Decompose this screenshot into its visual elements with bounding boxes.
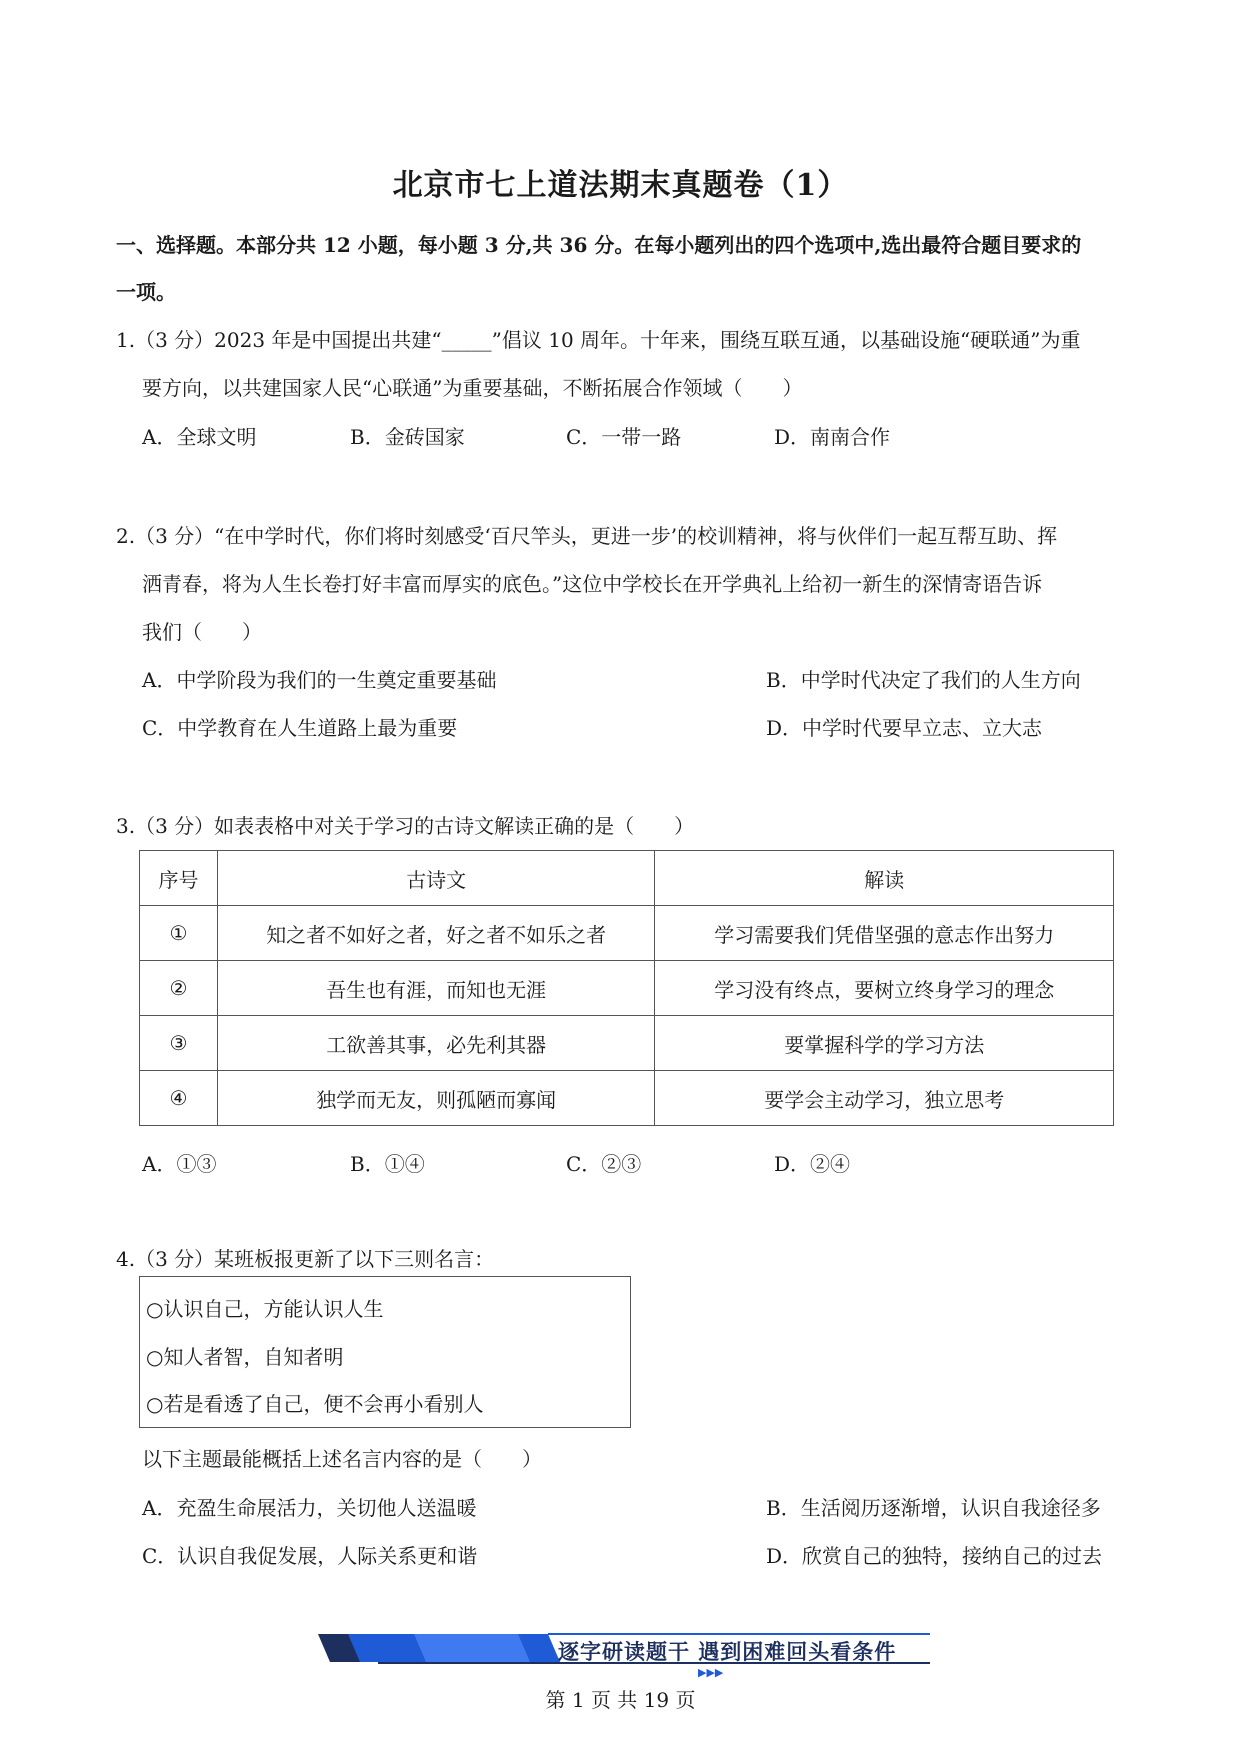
- q4-option-a[interactable]: A．充盈生命展活力，关切他人送温暖: [142, 1496, 477, 1520]
- q2-option-a[interactable]: A．中学阶段为我们的一生奠定重要基础: [142, 668, 497, 692]
- table-cell-number: ②: [140, 961, 218, 1016]
- footer-slogan: 逐字研读题干 遇到困难回头看条件: [558, 1640, 897, 1664]
- q2-stem-line1: 2.（3 分）“在中学时代，你们将时刻感受‘百尺竿头，更进一步’的校训精神，将与伙伴们一起互帮互助、挥: [116, 524, 1058, 548]
- q4-quote-2: ○知人者智，自知者明: [146, 1345, 344, 1369]
- q2-option-b[interactable]: B．中学时代决定了我们的人生方向: [766, 668, 1081, 692]
- table-row: [140, 961, 1114, 1016]
- table-cell-poem: 独学而无友，则孤陋而寡闻: [217, 1071, 655, 1126]
- q1-option-c[interactable]: C．一带一路: [566, 425, 682, 449]
- q2-option-c[interactable]: C．中学教育在人生道路上最为重要: [142, 716, 458, 740]
- q3-option-d[interactable]: D．②④: [774, 1152, 851, 1176]
- table-row: [140, 1071, 1114, 1126]
- table-cell-number: ①: [140, 906, 218, 961]
- q2-stem-line2: 洒青春，将为人生长卷打好丰富而厚实的底色。”这位中学校长在开学典礼上给初一新生的深情寄语告诉: [142, 572, 1043, 596]
- q1-stem-line1: 1.（3 分）2023 年是中国提出共建“_____”倡议 10 周年。十年来，围绕互联互通，以基础设施“硬联通”为重: [116, 328, 1081, 352]
- q4-option-c[interactable]: C．认识自我促发展，人际关系更和谐: [142, 1544, 478, 1568]
- q4-quote-1: ○认识自己，方能认识人生: [146, 1297, 384, 1321]
- table-cell-interpretation: 学习没有终点，要树立终身学习的理念: [655, 961, 1114, 1016]
- q4-quote-box: [139, 1276, 631, 1428]
- table-cell-poem: 工欲善其事，必先利其器: [217, 1016, 655, 1071]
- q2-stem-line3: 我们（ ）: [142, 620, 262, 644]
- q4-option-b[interactable]: B．生活阅历逐渐增，认识自我途径多: [766, 1496, 1101, 1520]
- table-cell-poem: 吾生也有涯，而知也无涯: [217, 961, 655, 1016]
- banner-stripe-light: [414, 1634, 530, 1662]
- table-cell-interpretation: 要掌握科学的学习方法: [655, 1016, 1114, 1071]
- table-row: [140, 906, 1114, 961]
- table-header-cell: 序号: [140, 851, 218, 906]
- q3-table: [139, 850, 1114, 1126]
- q4-option-d[interactable]: D．欣赏自己的独特，接纳自己的过去: [766, 1544, 1103, 1568]
- table-cell-interpretation: 要学会主动学习，独立思考: [655, 1071, 1114, 1126]
- q2-option-d[interactable]: D．中学时代要早立志、立大志: [766, 716, 1043, 740]
- q1-stem-line2: 要方向，以共建国家人民“心联通”为重要基础，不断拓展合作领域（ ）: [142, 376, 803, 400]
- q1-option-a[interactable]: A．全球文明: [142, 425, 257, 449]
- banner-arrows: ▶▶▶: [698, 1666, 724, 1679]
- q4-quote-3: ○若是看透了自己，便不会再小看别人: [146, 1392, 484, 1416]
- q3-stem: 3.（3 分）如表表格中对关于学习的古诗文解读正确的是（ ）: [116, 814, 695, 838]
- q3-option-a[interactable]: A．①③: [142, 1152, 217, 1176]
- q3-option-c[interactable]: C．②③: [566, 1152, 642, 1176]
- page-number: 第 1 页 共 19 页: [545, 1688, 696, 1712]
- table-cell-interpretation: 学习需要我们凭借坚强的意志作出努力: [655, 906, 1114, 961]
- q1-option-d[interactable]: D．南南合作: [774, 425, 891, 449]
- table-header-cell: 解读: [655, 851, 1114, 906]
- table-cell-poem: 知之者不如好之者，好之者不如乐之者: [217, 906, 655, 961]
- q1-option-b[interactable]: B．金砖国家: [350, 425, 465, 449]
- q4-question: 以下主题最能概括上述名言内容的是（ ）: [142, 1447, 542, 1471]
- section-heading-line1: 一、选择题。本部分共 12 小题，每小题 3 分,共 36 分。在每小题列出的四个选项中,选出最符合题目要求的: [116, 233, 1082, 257]
- table-row: [140, 1016, 1114, 1071]
- table-cell-number: ③: [140, 1016, 218, 1071]
- table-cell-number: ④: [140, 1071, 218, 1126]
- q3-option-b[interactable]: B．①④: [350, 1152, 425, 1176]
- q4-stem: 4.（3 分）某班板报更新了以下三则名言：: [116, 1247, 495, 1271]
- table-header-cell: 古诗文: [217, 851, 655, 906]
- page-title: 北京市七上道法期末真题卷（1）: [392, 168, 849, 203]
- section-heading-line2: 一项。: [116, 280, 176, 304]
- table-header-row: [140, 851, 1114, 906]
